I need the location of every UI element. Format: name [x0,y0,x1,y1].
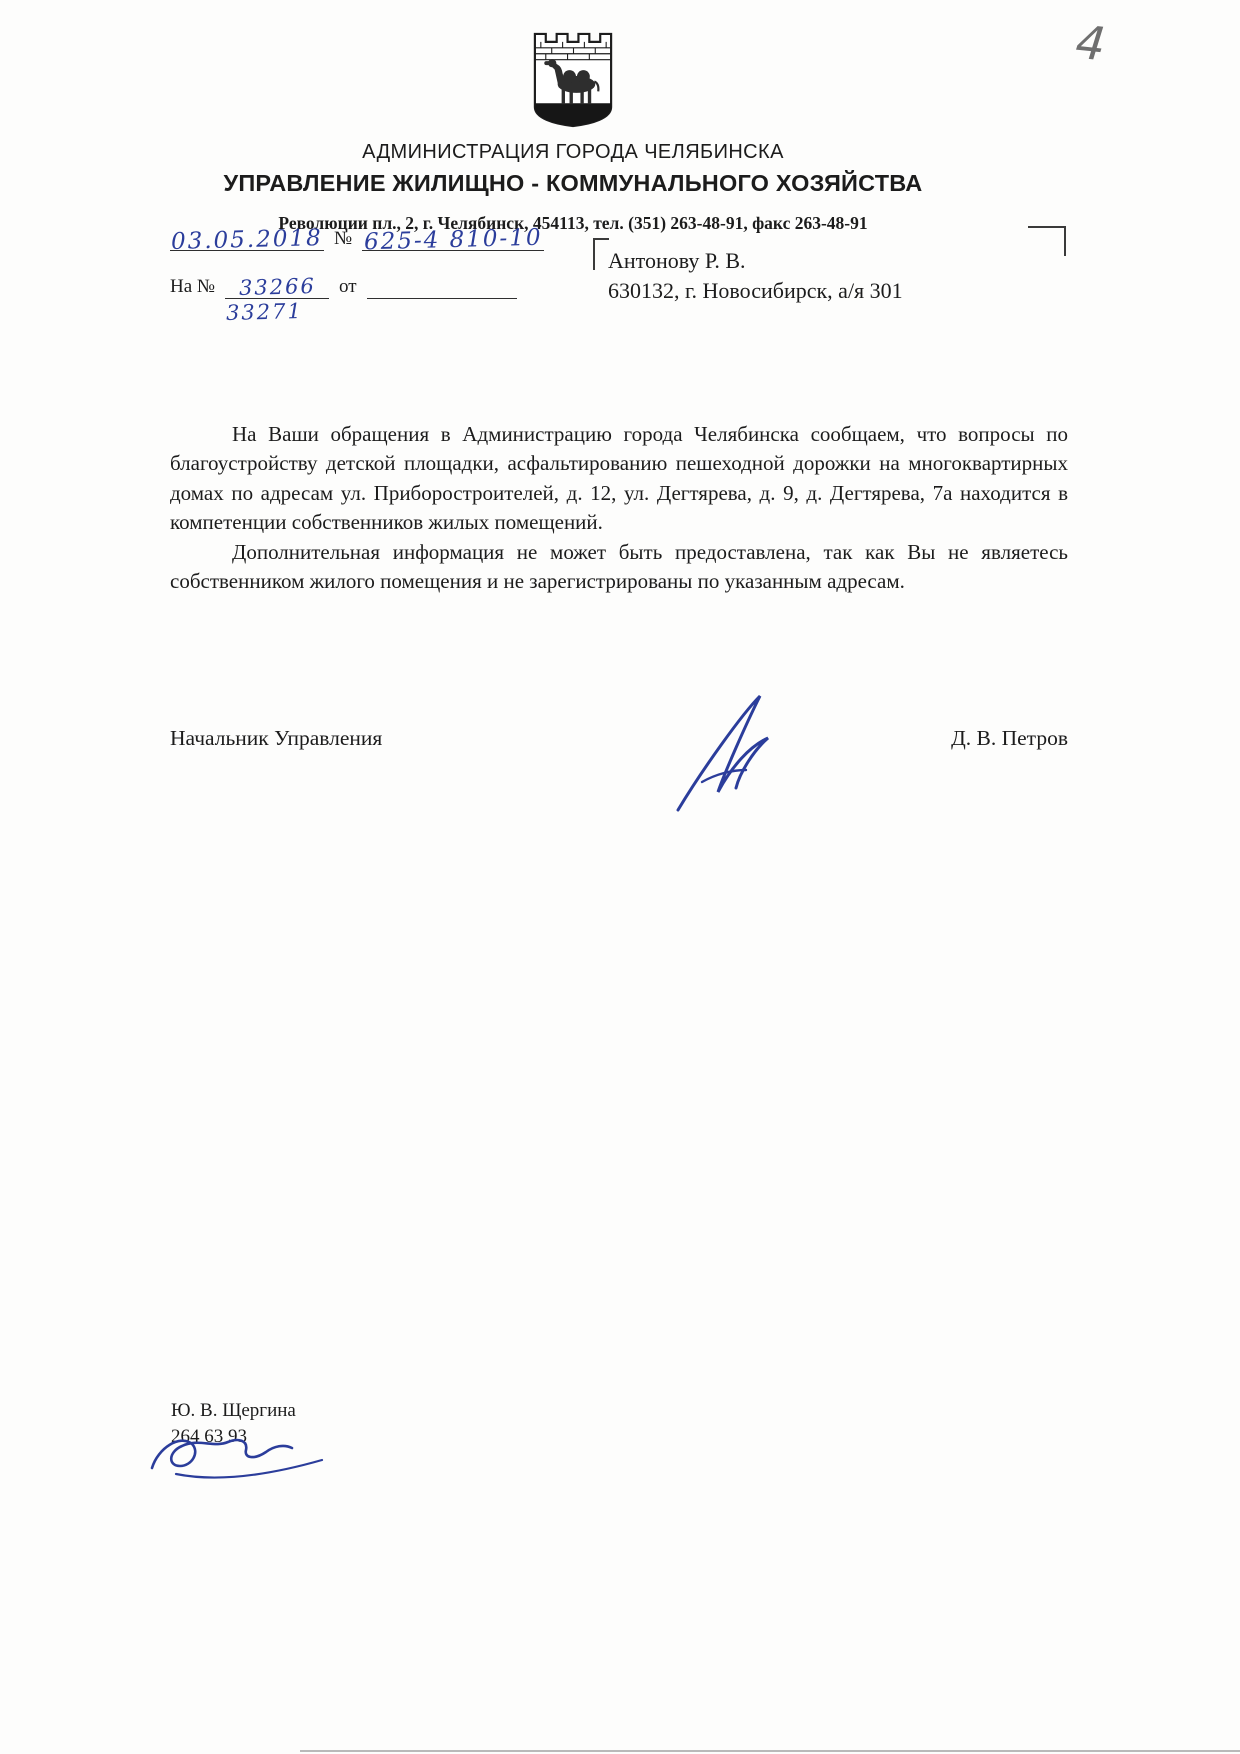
incoming-ref-row [170,272,517,299]
director-signature-ink [650,688,820,823]
handwritten-outgoing-number: 625-4 810-10 [363,224,543,256]
executor-signature-ink [136,1414,346,1499]
signoff-row [170,726,1068,751]
signoff-name: Д. В. Петров [951,726,1068,750]
org-name-line2: УПРАВЛЕНИЕ ЖИЛИЩНО - КОММУНАЛЬНОГО ХОЗЯЙСТВА [223,170,923,196]
incoming-number-blank-line [225,272,329,299]
recipient-block [608,246,903,305]
handwritten-page-number: 4 [1073,14,1109,72]
from-date-blank-line [367,272,517,299]
scan-edge-artifact [300,1750,1240,1752]
address-zone-left-corner-mark [593,238,609,270]
recipient-address: 630132, г. Новосибирск, а/я 301 [608,277,903,303]
body-paragraph-1: На Ваши обращения в Администрацию города Челябинска сообщаем, что вопросы по благоустройству детской площадки, асфальтированию пешеходной дорожки на многоквартирных домах по адресам ул. Приборостроителей, д. 12, ул. Дегтярева, д. 9, д. Дегтярева, 7а находится в компетенции собственников жилых помещений. [170,422,1068,535]
incoming-ref-label: На № [170,276,216,297]
handwritten-incoming-number-2: 33271 [225,298,304,326]
number-blank-line [362,224,544,256]
number-sign-label: № [334,228,353,249]
handwritten-date: 03.05.2018 [170,225,324,255]
address-zone-right-corner-mark [1028,226,1066,256]
executor-name: Ю. В. Щергина [171,1400,296,1421]
outgoing-ref-row [170,224,544,256]
from-label: от [339,276,357,297]
letter-body [170,420,1068,596]
chelyabinsk-coat-of-arms-icon [525,26,621,133]
org-name-line1: АДМИНИСТРАЦИЯ ГОРОДА ЧЕЛЯБИНСКА [362,141,784,163]
org-contact-line: Революции пл., 2, г. Челябинск, 454113, тел. (351) 263-48-91, факс 263-48-91 [278,213,868,233]
date-blank-line [170,224,324,255]
letterhead [170,26,976,234]
handwritten-incoming-number: 33266 [238,273,316,301]
recipient-name: Антонову Р. В. [608,248,746,273]
body-paragraph-2: Дополнительная информация не может быть предоставлена, так как Вы не являетесь собственником жилого помещения и не зарегистрированы по указанным адресам. [170,539,1068,593]
executor-phone: 264 63 93 [171,1425,247,1447]
signoff-title: Начальник Управления [170,726,383,750]
